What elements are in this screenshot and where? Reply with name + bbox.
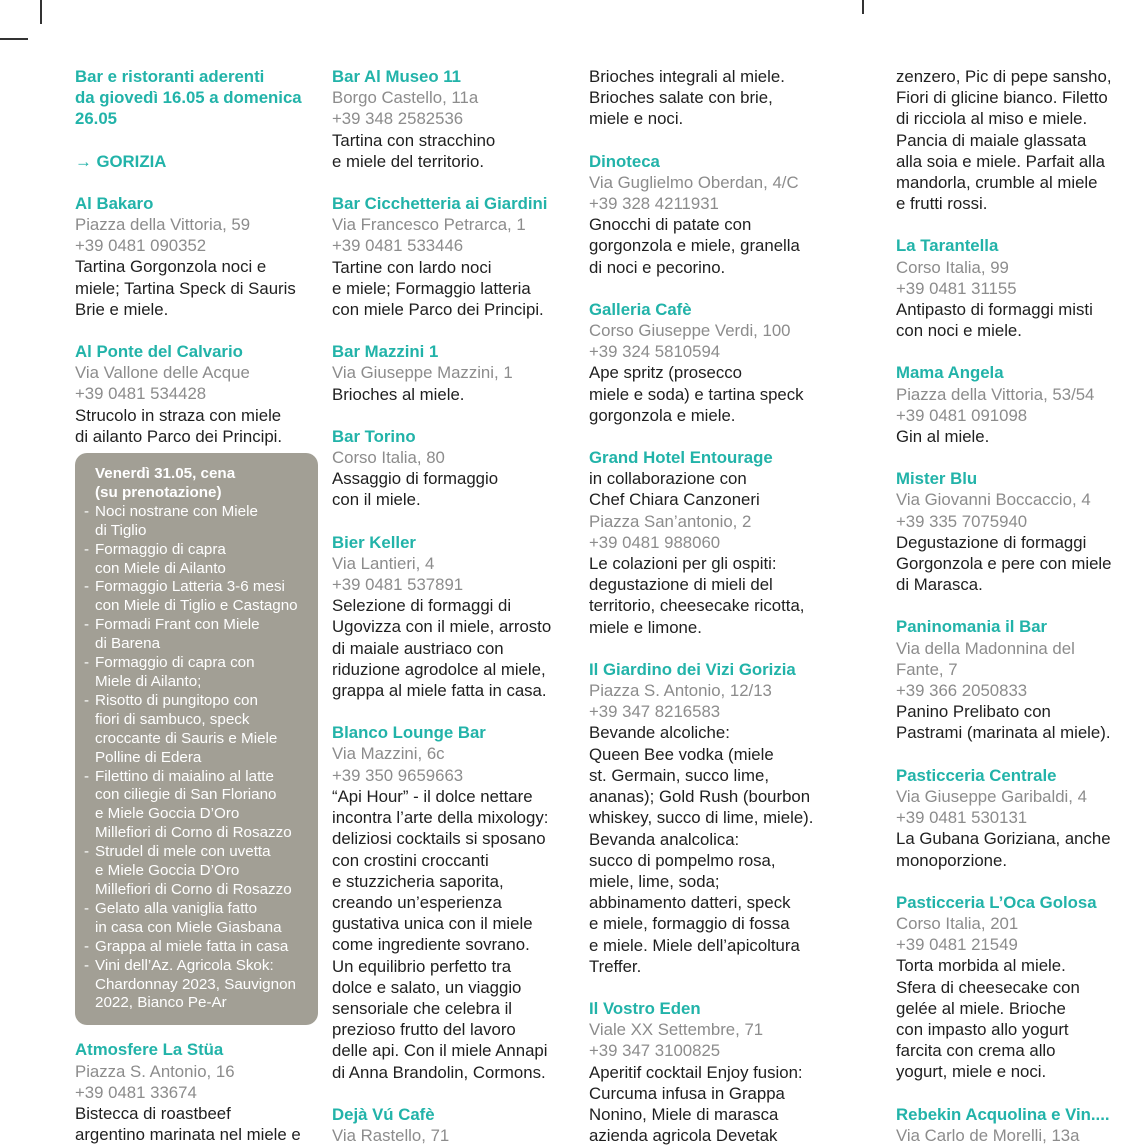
venue-phone: +39 0481 091098 — [896, 405, 1028, 425]
venue-desc: con impasto allo yogurt — [896, 1019, 1069, 1039]
venue-name: Mama Angela — [896, 363, 1004, 383]
intro-heading-line: 26.05 — [75, 109, 117, 129]
venue-phone: +39 0481 21549 — [896, 935, 1018, 955]
entry-blanco-lounge-bar — [332, 722, 577, 1082]
venue-note: in collaborazione con — [589, 469, 747, 489]
venue-desc: deliziosi cocktails si sposano — [332, 829, 546, 849]
venue-desc: di ricciola al miso e miele. — [896, 109, 1088, 129]
venue-desc: di Marasca. — [896, 575, 983, 595]
venue-desc: di noci e pecorino. — [589, 257, 726, 277]
venue-desc: Gin al miele. — [896, 427, 990, 447]
venue-address: Via Mazzini, 6c — [332, 744, 445, 764]
venue-phone: +39 0481 090352 — [75, 236, 207, 256]
venue-desc: Assaggio di formaggio — [332, 469, 499, 489]
venue-phone: +39 350 9659663 — [332, 765, 464, 785]
entry-continuation — [589, 66, 834, 130]
venue-desc: Bistecca di roastbeef — [75, 1103, 231, 1123]
venue-desc: gelée al miele. Brioche — [896, 998, 1066, 1018]
venue-desc: Brioches al miele. — [332, 384, 465, 404]
venue-name: Grand Hotel Entourage — [589, 448, 773, 468]
entry-mister-blu — [896, 468, 1141, 595]
venue-desc: Gnocchi di patate con — [589, 215, 752, 235]
venue-name: Atmosfere La Stüa — [75, 1040, 224, 1060]
venue-desc: azienda agricola Devetak — [589, 1126, 778, 1146]
venue-desc: e miele; Formaggio latteria — [332, 278, 531, 298]
venue-desc: grappa al miele fatta in casa. — [332, 681, 547, 701]
venue-phone: +39 347 8216583 — [589, 702, 721, 722]
venue-phone: +39 324 5810594 — [589, 342, 721, 362]
venue-desc: Brioches integrali al miele. — [589, 67, 785, 86]
entry-deja-vu-cafe — [332, 1104, 577, 1146]
menu-item: - Formaggio di capra con Miele di Ailanto — [84, 541, 312, 579]
venue-desc: miele e limone. — [589, 617, 702, 637]
entry-pasticceria-oca-golosa — [896, 892, 1141, 1083]
venue-desc: Sfera di cheesecake con — [896, 977, 1080, 997]
venue-desc: e miele del territorio. — [332, 151, 485, 171]
venue-name: Dejà Vú Cafè — [332, 1104, 435, 1124]
venue-desc: Un equilibrio perfetto tra — [332, 956, 512, 976]
menu-item: - Risotto di pungitopo con fiori di sambuco, speck croccante di Sauris e Miele Polline di Edera — [84, 692, 312, 768]
venue-desc: La Gubana Goriziana, anche — [896, 829, 1111, 849]
crop-mark-right — [862, 0, 864, 14]
venue-desc: Ugovizza con il miele, arrosto — [332, 617, 552, 637]
venue-address: Via Carlo de Morelli, 13a — [896, 1125, 1080, 1145]
menu-item: - Formadi Frant con Miele di Barena — [84, 616, 312, 654]
venue-name: Paninomania il Bar — [896, 617, 1048, 637]
venue-name: Al Bakaro — [75, 193, 154, 213]
venue-desc: creando un’esperienza — [332, 892, 502, 912]
venue-desc: miele e soda) e tartina speck — [589, 384, 804, 404]
venue-address: Fante, 7 — [896, 659, 958, 679]
venue-desc: sensoriale che celebra il — [332, 998, 513, 1018]
entry-la-tarantella — [896, 235, 1141, 341]
venue-phone: +39 335 7075940 — [896, 511, 1028, 531]
venue-desc: gorgonzola e miele, granella — [589, 236, 800, 256]
venue-address: Via della Madonnina del — [896, 638, 1075, 658]
venue-name: Il Vostro Eden — [589, 998, 701, 1018]
venue-address: Via Guglielmo Oberdan, 4/C — [589, 172, 799, 192]
venue-desc: Strucolo in straza con miele — [75, 405, 282, 425]
venue-name: Pasticceria Centrale — [896, 765, 1057, 785]
venue-desc: come ingrediente sovrano. — [332, 935, 530, 955]
entry-pasticceria-centrale — [896, 765, 1141, 871]
venue-desc: Nonino, Miele di marasca — [589, 1104, 779, 1124]
venue-address: Corso Italia, 80 — [332, 448, 445, 468]
menu-item: - Noci nostrane con Miele di Tiglio — [84, 503, 312, 541]
venue-desc: abbinamento datteri, speck — [589, 893, 791, 913]
venue-phone: +39 0481 31155 — [896, 278, 1017, 298]
venue-desc: con miele Parco dei Principi. — [332, 300, 544, 320]
venue-desc: gustativa unica con il miele — [332, 914, 533, 934]
venue-name: Bier Keller — [332, 532, 416, 552]
entry-bier-keller — [332, 532, 577, 702]
dinner-menu-box — [75, 453, 318, 1025]
venue-address: Piazza S. Antonio, 16 — [75, 1061, 235, 1081]
venue-desc: e stuzzicheria saporita, — [332, 871, 504, 891]
venue-name: Bar Al Museo 11 — [332, 67, 462, 86]
entry-il-vostro-eden — [589, 998, 834, 1146]
venue-desc: Pastrami (marinata al miele). — [896, 723, 1111, 743]
entry-galleria-cafe — [589, 299, 834, 426]
venue-desc: Curcuma infusa in Grappa — [589, 1083, 785, 1103]
venue-desc: e miele, formaggio di fossa — [589, 914, 790, 934]
entry-continuation — [896, 66, 1141, 214]
venue-desc: Selezione di formaggi di — [332, 596, 512, 616]
venue-address: Via Vallone delle Acque — [75, 363, 250, 383]
venue-desc: Panino Prelibato con — [896, 702, 1051, 722]
venue-desc: Bevande alcoliche: — [589, 723, 730, 743]
venue-desc: argentino marinata nel miele e — [75, 1125, 301, 1145]
venue-name: Bar Torino — [332, 426, 416, 446]
intro-heading-line: da giovedì 16.05 a domenica — [75, 88, 302, 108]
venue-desc: yogurt, miele e noci. — [896, 1062, 1047, 1082]
entry-bar-torino — [332, 426, 577, 511]
venue-phone: +39 0481 530131 — [896, 808, 1028, 828]
venue-note: Chef Chiara Canzoneri — [589, 490, 760, 510]
venue-desc: incontra l’arte della mixology: — [332, 808, 549, 828]
crop-mark-corner — [0, 38, 28, 40]
dinner-menu-heading: Venerdì 31.05, cena — [95, 465, 236, 483]
column-1 — [75, 66, 320, 1145]
venue-desc: dolce e salato, un viaggio — [332, 977, 522, 997]
venue-phone: +39 0481 534428 — [75, 384, 207, 404]
venue-desc: st. Germain, succo lime, — [589, 765, 769, 785]
venue-phone: +39 347 3100825 — [589, 1041, 721, 1061]
venue-address: Via Lantieri, 4 — [332, 553, 435, 573]
venue-address: Piazza S. Antonio, 12/13 — [589, 681, 772, 701]
venue-address: Via Giovanni Boccaccio, 4 — [896, 490, 1091, 510]
venue-desc: Le colazioni per gli ospiti: — [589, 554, 777, 574]
venue-desc: miele, lime, soda; — [589, 871, 720, 891]
venue-desc: farcita con crema allo — [896, 1041, 1056, 1061]
venue-desc: alla soia e miele. Parfait alla — [896, 151, 1105, 171]
venue-desc: degustazione di mieli del — [589, 575, 773, 595]
entry-bar-mazzini — [332, 341, 577, 405]
venue-address: Piazza San’antonio, 2 — [589, 511, 752, 531]
venue-desc: territorio, cheesecake ricotta, — [589, 596, 805, 616]
venue-name: Pasticceria L’Oca Golosa — [896, 892, 1097, 912]
entry-atmosfere-la-stua — [75, 1039, 320, 1145]
venue-name: Rebekin Acquolina e Vin.... — [896, 1104, 1110, 1124]
venue-desc: whiskey, succo di lime, miele). — [589, 808, 814, 828]
venue-desc: Brioches salate con brie, — [589, 88, 773, 108]
venue-desc: “Api Hour” - il dolce nettare — [332, 786, 533, 806]
venue-desc: Degustazione di formaggi — [896, 532, 1087, 552]
venue-address: Piazza della Vittoria, 59 — [75, 215, 251, 235]
venue-name: Dinoteca — [589, 151, 660, 171]
venue-phone: +39 328 4211931 — [589, 194, 719, 214]
venue-desc: zenzero, Pic di pepe sansho, — [896, 67, 1112, 86]
venue-desc: Ape spritz (prosecco — [589, 363, 742, 383]
entry-rebekin — [896, 1104, 1141, 1146]
venue-desc: Fiori di glicine bianco. Filetto — [896, 88, 1108, 108]
venue-address: Via Giuseppe Garibaldi, 4 — [896, 786, 1087, 806]
venue-address: Borgo Castello, 11a — [332, 88, 479, 108]
venue-address: Via Giuseppe Mazzini, 1 — [332, 363, 513, 383]
entry-il-giardino-dei-vizi — [589, 659, 834, 977]
venue-desc: Torta morbida al miele. — [896, 956, 1066, 976]
venue-phone: +39 0481 537891 — [332, 575, 464, 595]
venue-desc: gorgonzola e miele. — [589, 405, 736, 425]
entry-paninomania — [896, 616, 1141, 743]
venue-name: Galleria Cafè — [589, 299, 692, 319]
entry-mama-angela — [896, 362, 1141, 447]
menu-item: - Formaggio di capra con Miele di Ailanto; — [84, 654, 312, 692]
venue-desc: di Anna Brandolin, Cormons. — [332, 1062, 546, 1082]
venue-name: Blanco Lounge Bar — [332, 723, 486, 743]
entry-bar-al-museo — [332, 66, 577, 172]
venue-name: Bar Mazzini 1 — [332, 342, 439, 362]
menu-item: - Gelato alla vaniglia fatto in casa con Miele Giasbana — [84, 900, 312, 938]
venue-desc: con il miele. — [332, 490, 421, 510]
venue-address: Corso Giuseppe Verdi, 100 — [589, 321, 791, 341]
entry-bar-cicchetteria — [332, 193, 577, 320]
venue-desc: Queen Bee vodka (miele — [589, 744, 774, 764]
venue-desc: Pancia di maiale glassata — [896, 130, 1087, 150]
menu-item: - Strudel di mele con uvetta e Miele Goccia D’Oro Millefiori di Corno di Rosazzo — [84, 843, 312, 900]
venue-desc: Bevanda analcolica: — [589, 829, 740, 849]
venue-desc: Aperitif cocktail Enjoy fusion: — [589, 1062, 803, 1082]
venue-phone: +39 0481 988060 — [589, 532, 721, 552]
venue-address: Via Rastello, 71 — [332, 1125, 450, 1145]
menu-item: - Vini dell’Az. Agricola Skok: Chardonnay 2023, Sauvignon 2022, Bianco Pe-Ar — [84, 957, 312, 1014]
venue-desc: succo di pompelmo rosa, — [589, 850, 776, 870]
crop-mark-left — [40, 0, 42, 24]
venue-address: Corso Italia, 201 — [896, 913, 1019, 933]
venue-desc: Tartina Gorgonzola noci e — [75, 257, 267, 277]
menu-item: - Grappa al miele fatta in casa — [84, 938, 312, 957]
dinner-menu-heading: (su prenotazione) — [95, 483, 222, 501]
column-4 — [896, 66, 1141, 1146]
entry-al-bakaro — [75, 193, 320, 320]
city-heading: → GORIZIA — [75, 151, 167, 171]
venue-desc: Tartine con lardo noci — [332, 257, 492, 277]
venue-name: La Tarantella — [896, 236, 999, 256]
venue-desc: Tartina con stracchino — [332, 130, 496, 150]
venue-phone: +39 0481 33674 — [75, 1082, 197, 1102]
menu-item: - Formaggio Latteria 3-6 mesi con Miele di Tiglio e Castagno — [84, 578, 312, 616]
venue-address: Via Francesco Petrarca, 1 — [332, 215, 526, 235]
venue-address: Viale XX Settembre, 71 — [589, 1020, 764, 1040]
venue-phone: +39 348 2582536 — [332, 109, 464, 129]
venue-desc: Treffer. — [589, 956, 642, 976]
menu-item: - Filettino di maialino al latte con ciliegie di San Floriano e Miele Goccia D’Oro Millefiori di Corno di Rosazzo — [84, 768, 312, 844]
venue-desc: mandorla, crumble al miele — [896, 173, 1098, 193]
venue-desc: di maiale austriaco con — [332, 638, 504, 658]
venue-desc: Antipasto di formaggi misti — [896, 300, 1093, 320]
venue-address: Piazza della Vittoria, 53/54 — [896, 384, 1095, 404]
venue-phone: +39 0481 533446 — [332, 236, 464, 256]
venue-phone: +39 366 2050833 — [896, 681, 1028, 701]
venue-desc: delle api. Con il miele Annapi — [332, 1041, 548, 1061]
venue-name: Il Giardino dei Vizi Gorizia — [589, 659, 796, 679]
venue-desc: e miele. Miele dell’apicoltura — [589, 935, 800, 955]
venue-name: Bar Cicchetteria ai Giardini — [332, 194, 548, 214]
venue-name: Al Ponte del Calvario — [75, 342, 243, 362]
venue-address: Corso Italia, 99 — [896, 257, 1009, 277]
entry-al-ponte-del-calvario — [75, 341, 320, 447]
entry-grand-hotel-entourage — [589, 447, 834, 638]
venue-desc: monoporzione. — [896, 850, 1008, 870]
venue-desc: riduzione agrodolce al miele, — [332, 659, 546, 679]
venue-desc: Gorgonzola e pere con miele — [896, 554, 1112, 574]
venue-desc: prezioso frutto del lavoro — [332, 1020, 516, 1040]
venue-desc: miele; Tartina Speck di Sauris — [75, 278, 296, 298]
venue-desc: ananas); Gold Rush (bourbon — [589, 787, 811, 807]
venue-desc: di ailanto Parco dei Principi. — [75, 426, 283, 446]
intro-heading-line: Bar e ristoranti aderenti — [75, 67, 265, 86]
entry-dinoteca — [589, 151, 834, 278]
venue-desc: Brie e miele. — [75, 299, 169, 319]
venue-desc: con noci e miele. — [896, 321, 1022, 341]
venue-desc: miele e noci. — [589, 109, 684, 129]
column-3 — [589, 66, 834, 1146]
venue-desc: e frutti rossi. — [896, 194, 988, 214]
venue-desc: con crostini croccanti — [332, 850, 489, 870]
column-2 — [332, 66, 577, 1146]
dinner-menu-list — [84, 503, 312, 1013]
venue-name: Mister Blu — [896, 469, 978, 489]
